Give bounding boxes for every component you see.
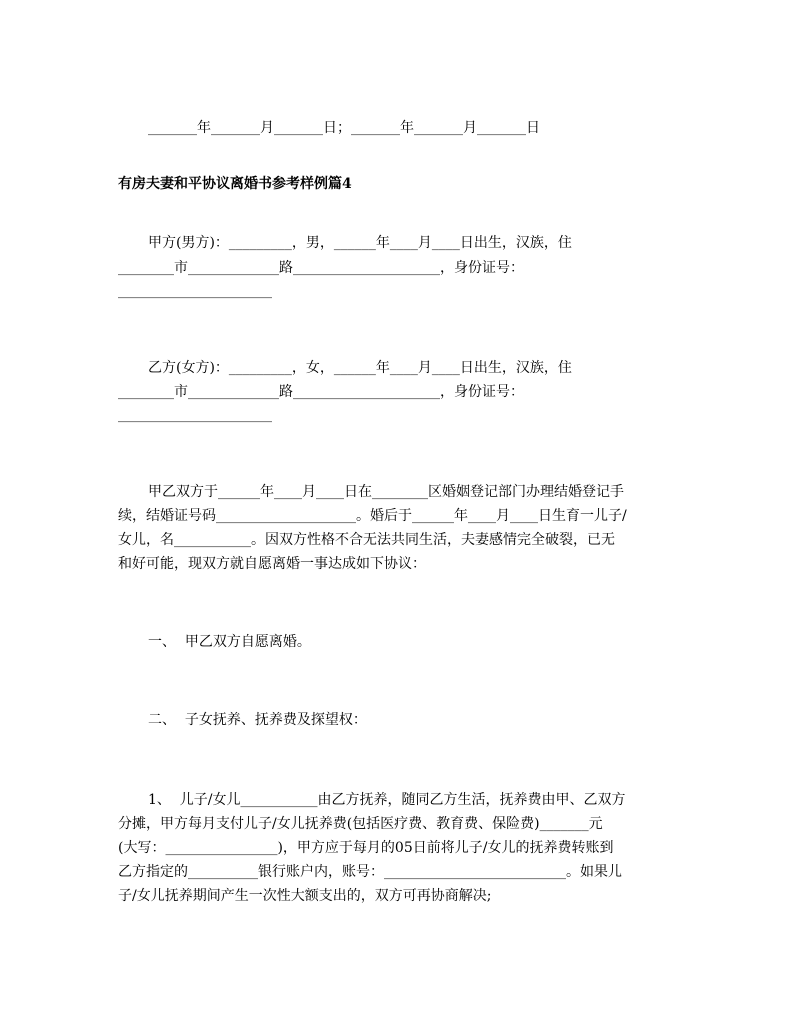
party-b-line-3: ______________________: [118, 407, 272, 423]
date-line: _______年_______月_______日；_______年_______月_______日: [148, 120, 540, 136]
clause-1: 一、 甲乙双方自愿离婚。: [148, 634, 311, 650]
item-1-line-3: (大写：________________)，甲方应于每月的05日前将儿子/女儿的抚养费转账到: [118, 840, 614, 856]
marriage-line-3: 女儿，名___________。因双方性格不合无法共同生活，夫妻感情完全破裂，已无: [118, 532, 615, 548]
party-b-line-2: ________市_____________路_____________________，身份证号：: [118, 384, 524, 400]
marriage-line-1: 甲乙双方于______年____月____日在________区婚姻登记部门办理结婚登记手: [148, 484, 624, 500]
item-1-line-4: 乙方指定的__________银行账户内，账号：__________________________。如果儿: [118, 864, 622, 880]
item-1-line-5: 子/女儿抚养期间产生一次性大额支出的，双方可再协商解决;: [118, 888, 492, 904]
document-title: 有房夫妻和平协议离婚书参考样例篇4: [118, 176, 352, 192]
party-a-line-2: ________市_____________路_____________________，身份证号：: [118, 260, 524, 276]
item-1-line-1: 1、 儿子/女儿___________由乙方抚养，随同乙方生活，抚养费由甲、乙双方: [148, 792, 626, 808]
party-a-line-1: 甲方(男方)：_________，男，______年____月____日出生，汉族，住: [148, 235, 572, 251]
clause-2: 二、 子女抚养、抚养费及探望权：: [148, 712, 367, 728]
marriage-line-2: 续，结婚证号码____________________。婚后于______年____月____日生育一儿子/: [118, 508, 627, 524]
party-a-line-3: ______________________: [118, 283, 272, 299]
item-1-line-2: 分摊，甲方每月支付儿子/女儿抚养费(包括医疗费、教育费、保险费)_______元: [118, 816, 603, 832]
marriage-line-4: 和好可能，现双方就自愿离婚一事达成如下协议：: [118, 556, 426, 572]
party-b-line-1: 乙方(女方)：_________，女，______年____月____日出生，汉族，住: [148, 360, 572, 376]
